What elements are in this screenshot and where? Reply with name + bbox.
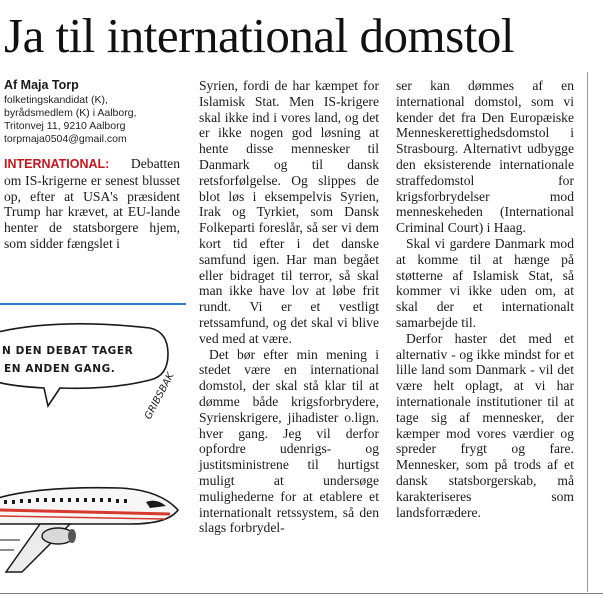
cartoon-drawing (0, 310, 188, 592)
cartoonist-signature: GRIBSBAK (142, 371, 177, 422)
column-2 (199, 78, 379, 536)
cartoon (0, 310, 188, 592)
author-line: folketingskandidat (K), (4, 94, 108, 106)
author-line: byrådsmedlem (K) i Aalborg, (4, 107, 137, 119)
intro-paragraph (4, 156, 180, 252)
airplane-icon (0, 488, 178, 572)
bubble-line-1: N DEN DEBAT TAGER (2, 345, 134, 357)
body-paragraph: Skal vi gardere Danmark mod at komme til at hænge på støtterne af Islamisk Stat, så kommer vi ikke uden om, at skal der et internationalt samarbejde til. (396, 235, 574, 330)
bottom-rule (0, 593, 603, 594)
section-divider (0, 303, 186, 305)
column-divider (587, 72, 588, 592)
body-paragraph: Syrien, fordi de har kæmpet for Islamisk Stat. Men IS-krigere skal ikke ind i vores land, og det er ikke nogen god løsning at hente disse mennesker til Danmark og til dansk retsforfølgelse. Og slippes de blot løs i eksempelvis Syrien, Irak og Tyrkiet, som Dansk Folkeparti foreslår, så ser vi dem kort tid efter i det danske samfund igen. Har man begået eller bidraget til terror, så skal man ikke have lov at løbe frit rundt. Vi er et vestligt retssamfund, og det skal vi blive ved med at være. (199, 78, 379, 346)
author-line: Tritonvej 11, 9210 Aalborg (4, 120, 126, 132)
column-3 (396, 78, 574, 520)
intro-text: Debatten om IS-krigerne er senest blusset op, efter at USA's præsident Trump har krævet, at EU-lande henter de statsborgere hjem, som sidder fængslet i (4, 156, 180, 251)
author-email: torpmaja0504@gmail.com (4, 133, 127, 145)
author-name: Af Maja Torp (4, 78, 79, 92)
bubble-line-2: EN ANDEN GANG. (4, 363, 116, 375)
column-1 (4, 74, 180, 252)
body-paragraph: ser kan dømmes af en international domstol, som vi kender det fra Den Europæiske Menneskerettighedsdomstol i Strasbourg. Alternativt udbygge den eksisterende internationale straffedomstol for krigsforbrydelser mod menneskeheden (International Criminal Court) i Haag. (396, 78, 574, 236)
body-paragraph: Det bør efter min mening i stedet være en international domstol, der skal stå klar til at dømme både krigsforbrydere, Syrienskrigere, jihadister o.lign. hver gang. Jeg vil derfor opfordre udenrigs- og justitsministrene til hurtigst muligt at undersøge mulighederne for at etablere et internationalt retssystem, så den slags forbrydel- (199, 346, 379, 536)
kicker: INTERNATIONAL: (4, 157, 110, 171)
headline: Ja til international domstol (4, 8, 514, 63)
author-info (4, 94, 180, 146)
body-paragraph: Derfor haster det med et alternativ - og ikke mindst for et lille land som Danmark - vil det være helt oplagt, at vi har internationale institutioner til at tage sig af mennesker, der kæmper mod vores værdier og spreder frygt og fare. Mennesker, som på trods af et dansk statsborgerskab, må karakteriseres som landsforrædere. (396, 330, 574, 520)
